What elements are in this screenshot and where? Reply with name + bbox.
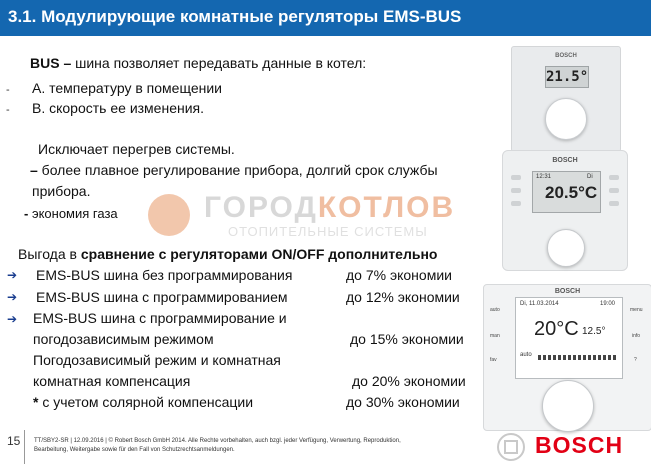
slide-title: 3.1. Модулирующие комнатные регуляторы EMS-BUS xyxy=(8,7,462,26)
display-time: 12:31 xyxy=(536,174,552,180)
bus-line-bold: BUS – xyxy=(30,55,72,71)
savings-item-text: комнатная компенсация xyxy=(33,373,191,389)
display-temp: 20°C xyxy=(534,318,579,340)
savings-item-text: EMS-BUS шина с программированием xyxy=(36,289,288,305)
smooth-regulation-line xyxy=(30,162,438,179)
savings-item-value: до 20% экономии xyxy=(352,373,466,389)
device-label: info xyxy=(632,333,641,339)
asterisk-bold: * xyxy=(33,394,39,410)
smooth-regulation-text: более плавное регулирование прибора, долгий срок службы xyxy=(37,162,438,178)
device-knob xyxy=(542,380,594,432)
display-time: 19:00 xyxy=(600,301,616,307)
list-marker: - xyxy=(6,104,10,116)
savings-item-text xyxy=(33,394,253,411)
footer-legal-line: TT/SBY2-SR | 12.09.2016 | © Robert Bosch GmbH 2014. Alle Rechte vorbehalten, auch bzgl. jeder Verfügung, Verwertung, Reproduktion, xyxy=(34,438,401,444)
device-button xyxy=(511,188,521,193)
room-thermostat-basic xyxy=(511,46,621,152)
watermark-title-a: ГОРОД xyxy=(204,191,318,224)
watermark-emblem-icon xyxy=(148,194,190,236)
watermark-title-b: КОТЛОВ xyxy=(317,191,456,224)
slide-header xyxy=(0,0,651,36)
savings-item-value: до 12% экономии xyxy=(346,289,460,305)
device-display xyxy=(532,171,601,213)
benefit-bold: сравнение с регуляторами ON/OFF дополнительно xyxy=(80,246,438,262)
bosch-armature-icon xyxy=(497,433,525,461)
page-number: 15 xyxy=(7,434,21,448)
footer-divider xyxy=(24,430,25,464)
watermark-subtitle: ОТОПИТЕЛЬНЫЕ СИСТЕМЫ xyxy=(228,224,428,239)
arrow-icon: ➔ xyxy=(7,312,18,326)
savings-item-text: Погодозависимый режим и комнатная xyxy=(33,352,281,368)
footer-legal-line: Bearbeitung, Weitergabe sowie für den Fall von Schutzrechtsanmeldungen. xyxy=(34,447,235,453)
display-day: Di xyxy=(587,174,593,180)
benefit-heading xyxy=(18,246,437,263)
bosch-wordmark: BOSCH xyxy=(535,432,624,458)
device-label: fav xyxy=(490,357,497,363)
savings-item-text: EMS-BUS шина с программирование и xyxy=(33,310,287,326)
overheat-line: Исключает перегрев системы. xyxy=(38,141,235,157)
list-item: А. температуру в помещении xyxy=(32,80,222,96)
savings-item-text: EMS-BUS шина без программирования xyxy=(36,267,293,283)
benefit-prefix: Выгода в xyxy=(18,246,81,262)
device-button xyxy=(609,201,619,206)
device-brand: BOSCH xyxy=(554,288,581,295)
device-brand: BOSCH xyxy=(555,53,577,59)
gas-economy-text: экономия газа xyxy=(28,206,118,221)
device-knob xyxy=(545,98,587,140)
room-controller-advanced xyxy=(483,284,651,431)
bus-line xyxy=(30,55,366,72)
list-marker: - xyxy=(6,84,10,96)
arrow-icon: ➔ xyxy=(7,268,18,282)
display-outdoor-temp: 12.5° xyxy=(582,326,606,337)
display-program-bar xyxy=(538,355,616,360)
solar-text: с учетом солярной компенсации xyxy=(38,394,254,410)
device-button xyxy=(511,201,521,206)
dash-bold: - xyxy=(24,206,29,221)
device-label: man xyxy=(490,333,500,339)
device-display xyxy=(515,297,623,379)
device-button xyxy=(609,175,619,180)
watermark-logo xyxy=(148,186,498,242)
device-label: auto xyxy=(490,307,500,313)
device-knob xyxy=(547,229,585,267)
device-button xyxy=(609,188,619,193)
list-item: В. скорость ее изменения. xyxy=(32,100,205,116)
device-line: прибора. xyxy=(32,183,91,199)
room-thermostat-programmable xyxy=(502,150,628,271)
arrow-icon: ➔ xyxy=(7,290,18,304)
device-label: ? xyxy=(634,357,637,363)
savings-item-value: до 7% экономии xyxy=(346,267,452,283)
device-brand: BOSCH xyxy=(552,157,578,164)
display-temp: 20.5°C xyxy=(545,183,598,202)
dash-bold: – xyxy=(30,162,38,178)
footer-legal xyxy=(34,437,401,455)
watermark-title xyxy=(204,191,455,225)
device-button xyxy=(511,175,521,180)
savings-item-value: до 15% экономии xyxy=(350,331,464,347)
display-date: Di, 11.03.2014 xyxy=(520,301,559,307)
device-display: 21.5° xyxy=(545,66,589,88)
display-mode: auto xyxy=(520,352,532,358)
gas-economy-line xyxy=(24,205,118,222)
savings-item-value: до 30% экономии xyxy=(346,394,460,410)
savings-item-text: погодозависимым режимом xyxy=(33,331,214,347)
bus-line-rest: шина позволяет передавать данные в котел: xyxy=(71,55,367,71)
device-label: menu xyxy=(630,307,643,313)
